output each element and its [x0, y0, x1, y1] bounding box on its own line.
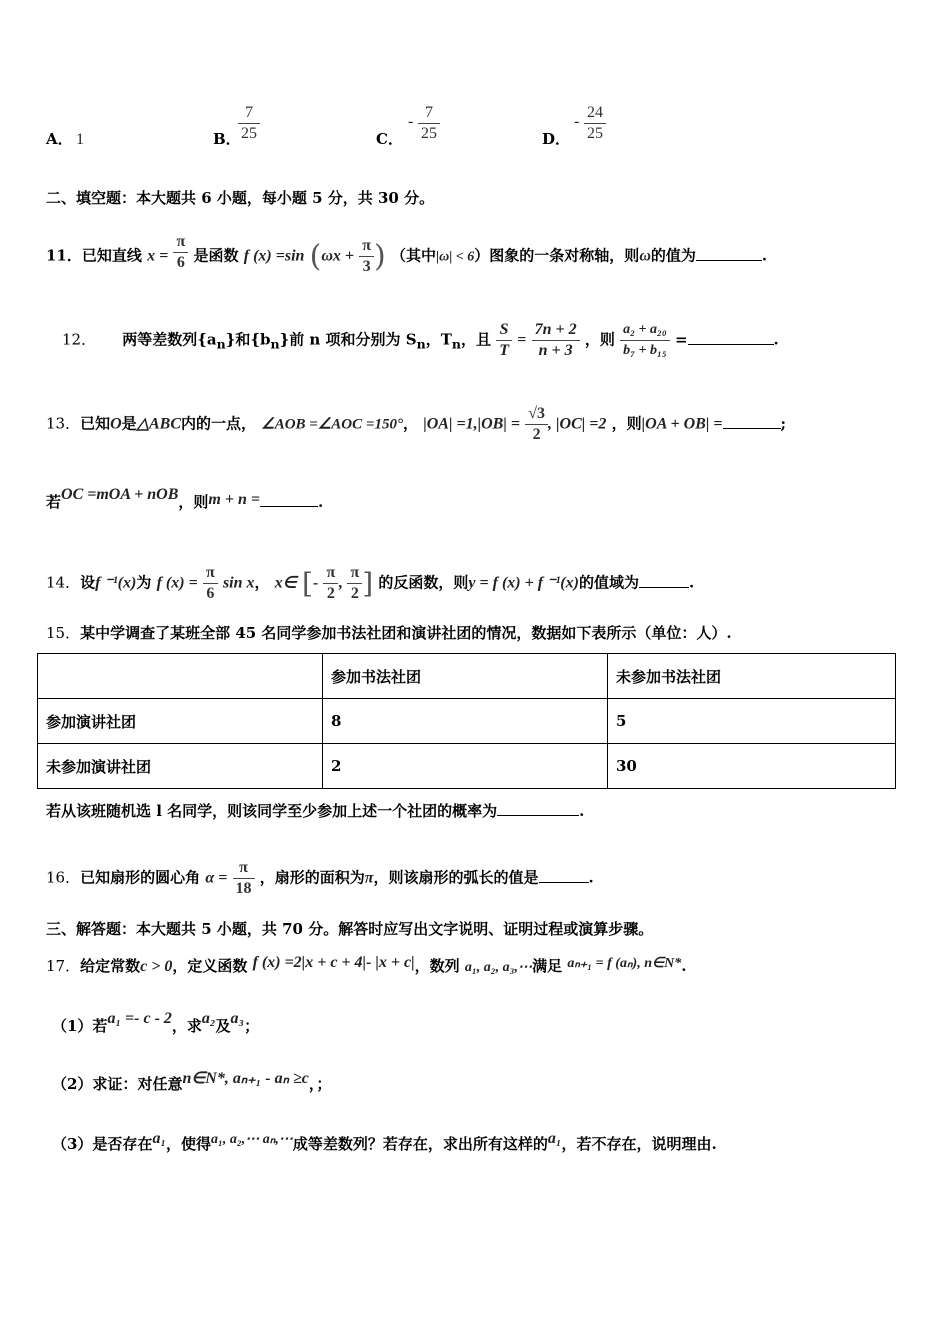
table-header-row	[38, 654, 896, 699]
section2-title: 二、填空题：本大题共 6 小题，每小题 5 分，共 30 分。	[46, 189, 435, 207]
option-b-label: B．	[213, 130, 241, 148]
q15-after: 若从该班随机选 l 名同学，则该同学至少参加上述一个社团的概率为 .	[46, 802, 585, 820]
table-cell: 8	[323, 699, 608, 744]
option-b-fraction: $\frac{7}{25}$	[238, 103, 260, 144]
option-c-label: C．	[376, 130, 403, 148]
option-c-sign: -	[408, 113, 414, 130]
q14-line: 14．设f ⁻¹(x)为 f (x) = $\frac{\pi}{6}$ sin x， x∈ [- $\frac{\pi}{2}$ , $\frac{\pi}{2}$ ] 的反函数，则y = f (x) + f ⁻¹(x)的值域为 .	[46, 564, 695, 602]
option-d-fraction: $\frac{24}{25}$	[584, 103, 606, 144]
option-d-sign: -	[574, 113, 580, 130]
option-c-fraction: $\frac{7}{25}$	[418, 103, 440, 144]
table-row	[38, 744, 896, 789]
q16-line: 16．已知扇形的圆心角 α = $\frac{\pi}{18}$ ，扇形的面积为π，则该扇形的弧长的值是 .	[46, 859, 594, 897]
option-a-label: A．	[46, 130, 73, 148]
q12-line: 12． 两等差数列$\{a_n\}$和$\{b_n\}$前 n 项和分别为 $S_n$，$T_n$，且 $\frac{S}{T}$ = $\frac{7n + 2}{n + 3}$ ，则 $\frac{\text{a₂ + a₂₀}}{\text{b₇ + b₁₅}}$ = .	[62, 321, 779, 359]
q17-part1: （1）若a₁ =- c - 2，求a₂及a₃；	[52, 1010, 260, 1035]
option-a-value: 1	[76, 131, 84, 148]
q13b-line: 若OC =mOA + nOB，则m + n = .	[46, 486, 324, 511]
table-row	[38, 699, 896, 744]
section3-title: 三、解答题：本大题共 5 小题，共 70 分。解答时应写出文字说明、证明过程或演算步骤。	[46, 920, 654, 938]
q13-line: 13．已知O是△ABC内的一点， ∠AOB =∠AOC =150°， |OA| =1,|OB| = $\frac{√3}{2}$ , |OC| =2 ，则|OA + OB| = ;	[46, 405, 787, 443]
q17-part2: （2）求证：对任意n∈N*, aₙ₊₁ - aₙ ≥c，；	[52, 1070, 332, 1093]
q11-line: 11．已知直线 x = $\frac{\pi}{6}$ 是函数 f (x) =sin (ωx + $\frac{\pi}{3}$ ) （其中|ω| < 6）图象的一条对称轴，则ω的值为 .	[46, 233, 768, 275]
club-table	[37, 653, 896, 789]
table-header-cell	[38, 654, 323, 699]
table-header-cell: 参加书法社团	[323, 654, 608, 699]
table-cell: 参加演讲社团	[38, 699, 323, 744]
q15-text: 15．某中学调查了某班全部 45 名同学参加书法社团和演讲社团的情况，数据如下表所示（单位：人）.	[46, 624, 732, 642]
table-cell: 未参加演讲社团	[38, 744, 323, 789]
q17-line: 17．给定常数c > 0，定义函数 f (x) =2|x + c + 4|- |x + c|，数列 a₁, a₂, a₃,⋯满足 aₙ₊₁ = f (aₙ), n∈N*.	[46, 954, 687, 975]
table-cell: 5	[608, 699, 896, 744]
q17-part3: （3）是否存在a₁，使得a₁, a₂,⋯ aₙ,⋯成等差数列？若存在，求出所有这样的a₁，若不存在，说明理由.	[52, 1130, 717, 1153]
table-cell: 30	[608, 744, 896, 789]
table-header-cell: 未参加书法社团	[608, 654, 896, 699]
option-d-label: D．	[542, 130, 571, 148]
table-cell: 2	[323, 744, 608, 789]
